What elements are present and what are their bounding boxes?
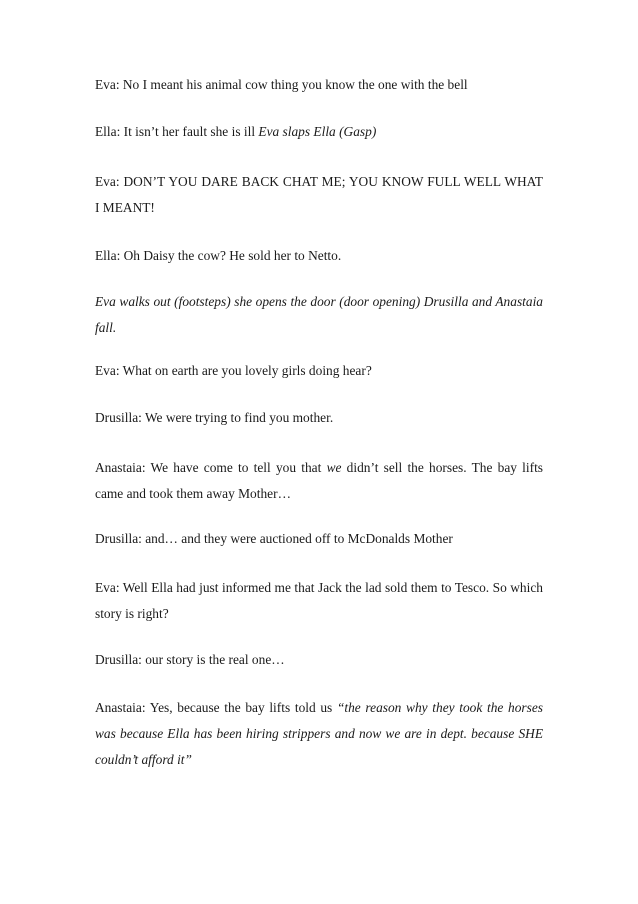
quoted-speech: “the reason why they took the horses was because Ella has been hiring strippers and now we are in dept. because SHE couldn’t afford it”: [95, 700, 543, 767]
script-line-eva-1: [95, 72, 543, 98]
line-text: Eva: DON’T YOU DARE BACK CHAT ME; YOU KNOW FULL WELL WHAT I MEANT!: [95, 174, 543, 215]
script-line-anastaia-2: [95, 695, 543, 773]
stage-direction: Eva slaps Ella (Gasp): [258, 124, 377, 139]
script-line-eva-2: [95, 169, 543, 221]
script-line-ella-1: [95, 119, 543, 145]
line-text: Anastaia: We have come to tell you that: [95, 460, 327, 475]
script-line-anastaia-1: [95, 455, 543, 507]
line-text: Eva: Well Ella had just informed me that Jack the lad sold them to Tesco. So which story is right?: [95, 580, 543, 621]
script-line-eva-3: [95, 358, 543, 384]
line-text: Drusilla: and… and they were auctioned off to McDonalds Mother: [95, 531, 453, 546]
line-text: Drusilla: our story is the real one…: [95, 652, 285, 667]
script-line-drusilla-1: [95, 405, 543, 431]
script-line-ella-2: [95, 243, 543, 269]
line-text: Ella: It isn’t her fault she is ill: [95, 124, 259, 139]
stage-direction-paragraph: [95, 289, 543, 341]
script-line-drusilla-3: [95, 647, 543, 673]
script-line-eva-4: [95, 575, 543, 627]
line-text: Drusilla: We were trying to find you mother.: [95, 410, 334, 425]
line-text: didn’t sell the horses. The bay lifts came and took them away Mother…: [95, 460, 544, 501]
line-text: Eva: What on earth are you lovely girls doing hear?: [95, 363, 372, 378]
line-text: Ella: Oh Daisy the cow? He sold her to Netto.: [95, 248, 342, 263]
stage-direction: Eva walks out (footsteps) she opens the door (door opening) Drusilla and Anastaia fall.: [95, 294, 543, 335]
script-line-drusilla-2: [95, 526, 543, 552]
emphasis: we: [326, 460, 342, 475]
line-text: Anastaia: Yes, because the bay lifts told us: [95, 700, 337, 715]
line-text: Eva: No I meant his animal cow thing you know the one with the bell: [95, 77, 468, 92]
